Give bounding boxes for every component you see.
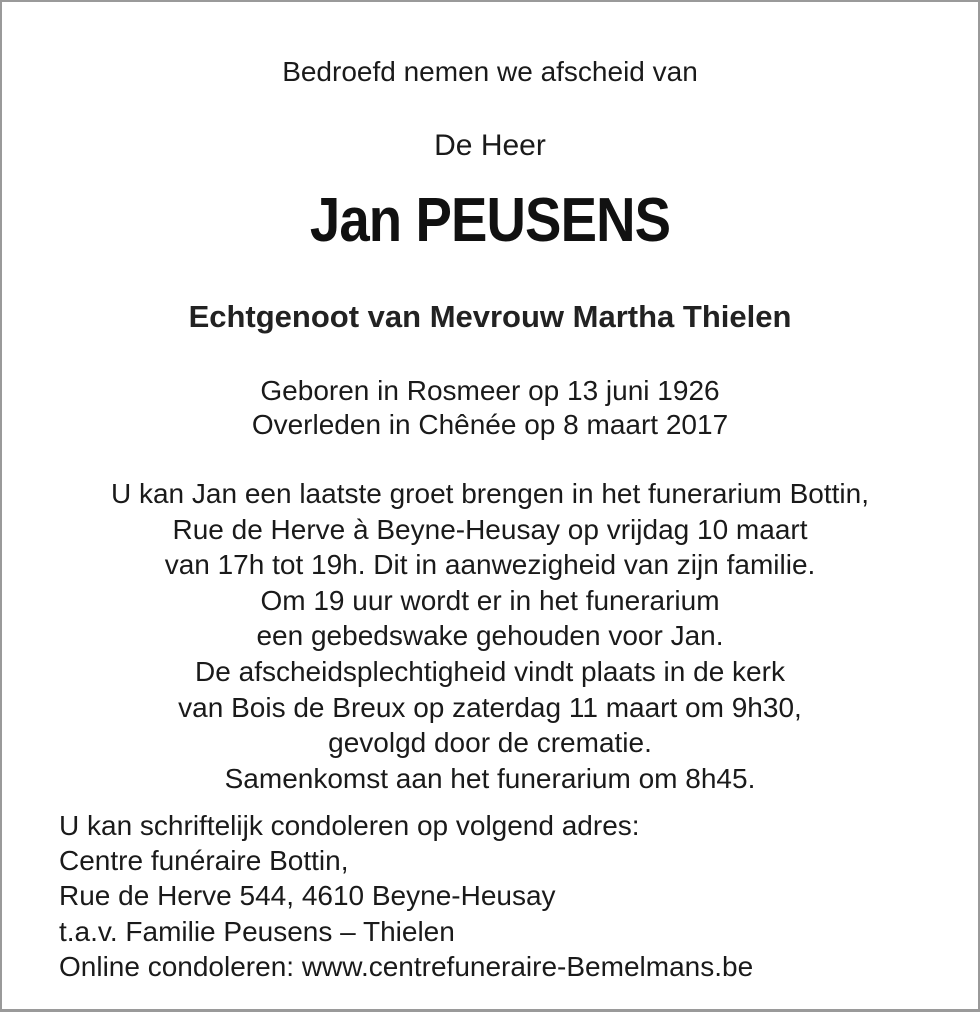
address-line: t.a.v. Familie Peusens – Thielen [59,915,455,947]
body-line: De afscheidsplechtigheid vindt plaats in de kerk [195,655,785,687]
online-condolence-line: Online condoleren: www.centrefuneraire-Bemelmans.be [59,950,754,982]
body-line: van 17h tot 19h. Dit in aanwezigheid van zijn familie. [164,549,816,581]
body-line: Rue de Herve à Beyne-Heusay op vrijdag 10 maart [172,513,808,545]
address-line: Centre funéraire Bottin, [59,845,349,877]
body-line: Samenkomst aan het funerarium om 8h45. [224,762,756,794]
address-line: U kan schriftelijk condoleren op volgend adres: [59,810,640,841]
body-line: een gebedswake gehouden voor Jan. [256,620,724,652]
ceremony-details [0,476,980,796]
intro-text: Bedroefd nemen we afscheid van [282,56,698,87]
body-line: van Bois de Breux op zaterdag 11 maart om 9h30, [178,691,802,723]
body-line: Om 19 uur wordt er in het funerarium [260,584,720,616]
birth-line: Geboren in Rosmeer op 13 juni 1926 [260,375,720,406]
death-line: Overleden in Chênée op 8 maart 2017 [251,409,729,440]
condolence-address [59,808,753,984]
honorific-title: De Heer [434,129,546,162]
deceased-name: Jan PEUSENS [309,186,671,255]
address-line: Rue de Herve 544, 4610 Beyne-Heusay [59,880,556,912]
spouse-line: Echtgenoot van Mevrouw Martha Thielen [188,299,792,334]
life-dates [0,374,980,442]
body-line: U kan Jan een laatste groet brengen in het funerarium Bottin, [110,478,870,509]
body-line: gevolgd door de crematie. [328,727,652,759]
